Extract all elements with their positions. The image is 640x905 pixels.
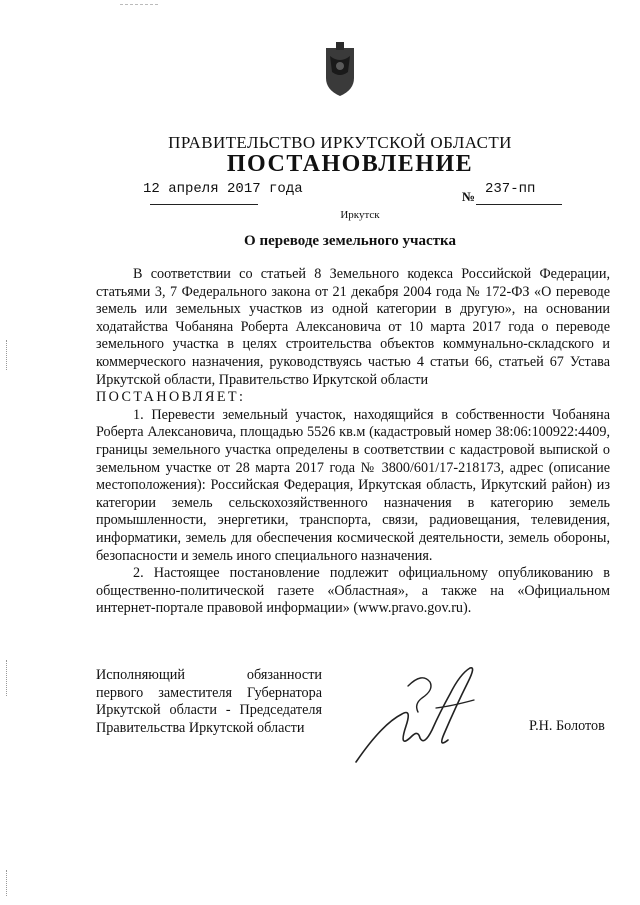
number-sign: № bbox=[462, 189, 476, 204]
signer-name: Р.Н. Болотов bbox=[529, 718, 605, 734]
signatory-line: первого заместителя Губернатора bbox=[96, 684, 322, 701]
resolution-item-1: 1. Перевести земельный участок, находящийся в собственности Чобаняна Роберта Алексановича, площадью 5526 кв.м (кадастровый номер 38:06:100922:4409, границы земельного участка определены в соответствии с кадастровой выпиской о земельном участке от 28 марта 2017 года № 3800/601/17-218173, адрес (описание местоположения): Российская Федерация, Иркутская область, Иркутский район) из категории земель сельскохозяйственного назначения в категорию земель промышленности, энергетики, транспорта, связи, радиовещания, телевидения, информатики, земель для обеспечения космической деятельности, земель обороны, безопасности и земель иного специального назначения. bbox=[96, 406, 610, 564]
preamble-paragraph: В соответствии со статьей 8 Земельного кодекса Российской Федерации, статьями 3, 7 Федерального закона от 21 декабря 2004 года № 172-ФЗ «О переводе земель или земельных участков из одной категории в другую», на основании ходатайства Чобаняна Роберта Алексановича от 10 марта 2017 года о переводе земельного участка в целях строительства объектов коммунально-складского и коммерческого назначения, руководствуясь частью 4 статьи 66, статьей 67 Устава Иркутской области, Правительство Иркутской области bbox=[96, 266, 610, 388]
scan-margin-mark bbox=[6, 340, 13, 370]
signatory-line: Иркутской области - Председателя bbox=[96, 702, 322, 719]
government-title: ПРАВИТЕЛЬСТВО ИРКУТСКОЙ ОБЛАСТИ bbox=[168, 133, 512, 152]
coat-of-arms-emblem bbox=[322, 42, 358, 98]
resolves-heading: ПОСТАНОВЛЯЕТ: bbox=[96, 389, 246, 406]
signatory-position bbox=[96, 667, 322, 737]
document-date: 12 апреля 2017 года bbox=[143, 181, 303, 197]
signatory-line: Исполняющий обязанности bbox=[96, 667, 322, 683]
handwritten-signature bbox=[352, 664, 482, 768]
scan-artifact-dash bbox=[120, 4, 158, 5]
scan-margin-mark bbox=[6, 870, 13, 896]
resolution-item-2: 2. Настоящее постановление подлежит официальному опубликованию в общественно-политической газете «Областная», а также на «Официальном интернет-портале правовой информации» (www.pravo.gov.ru). bbox=[96, 565, 610, 617]
signatory-line: Правительства Иркутской области bbox=[96, 719, 305, 736]
document-type-heading: ПОСТАНОВЛЕНИЕ bbox=[226, 151, 474, 177]
document-number: 237-пп bbox=[485, 181, 536, 197]
scan-margin-mark bbox=[6, 660, 13, 696]
document-city: Иркутск bbox=[340, 209, 380, 221]
document-subject: О переводе земельного участка bbox=[244, 233, 456, 249]
document-body bbox=[96, 266, 610, 618]
